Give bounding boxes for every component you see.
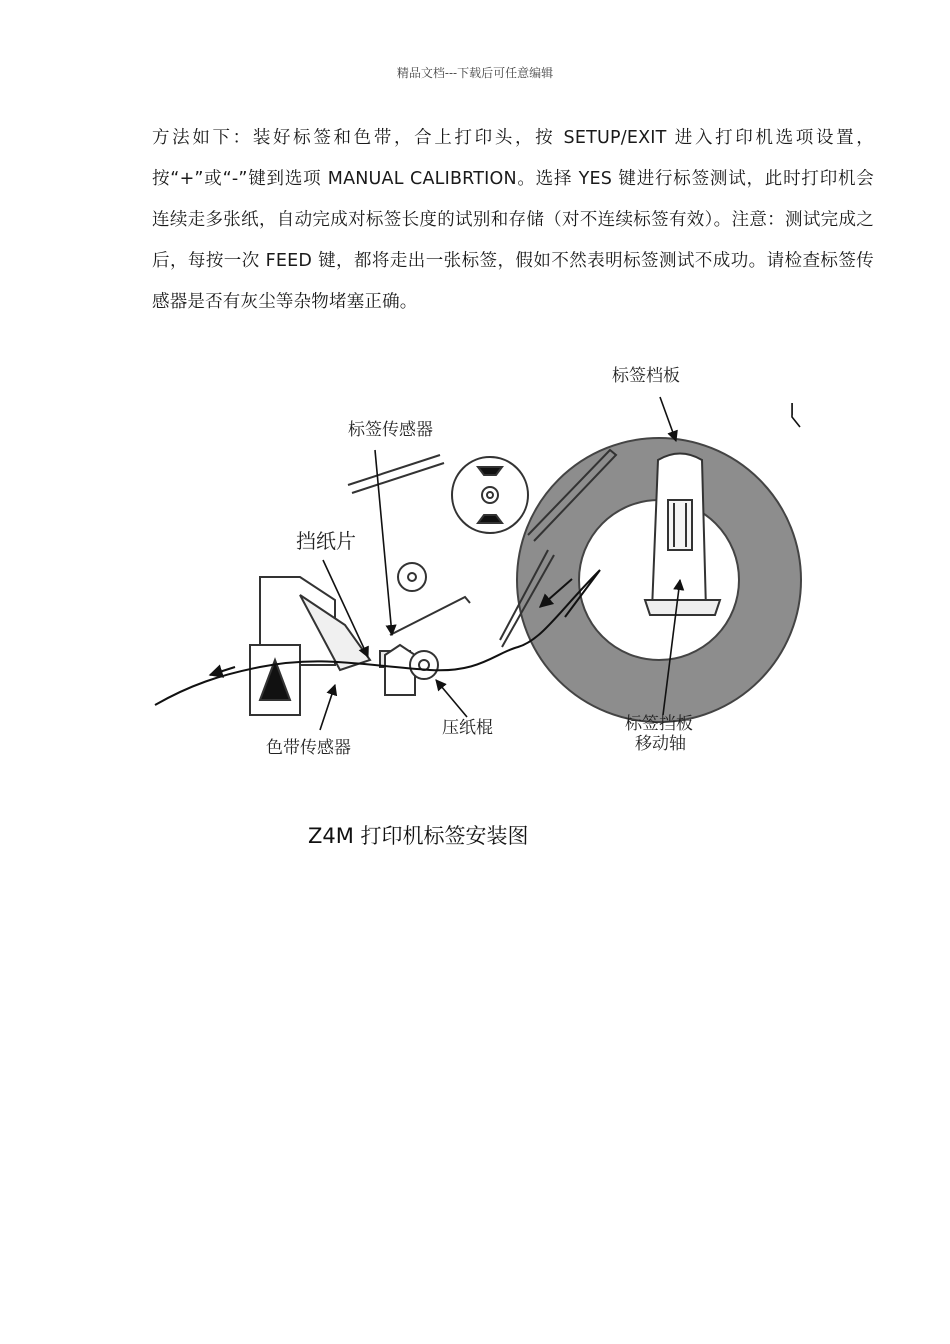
- instruction-text: [152, 118, 874, 323]
- page-header: 精品文档---下载后可任意编辑: [396, 66, 554, 80]
- label-guide-text: 标签档板: [612, 366, 680, 386]
- paper-stop-text: 挡纸片: [296, 529, 356, 553]
- printer-diagram-svg: [140, 355, 820, 775]
- figure-caption: Z4M 打印机标签安装图: [308, 824, 529, 848]
- print-mechanism: [250, 577, 438, 715]
- platen-roller-text: 压纸棍: [442, 718, 493, 738]
- corner-mark: l: [790, 400, 795, 419]
- instruction-paragraph: 方法如下：装好标签和色带，合上打印头，按 SETUP/EXIT 进入打印机选项设置，按“+”或“-”键到选项 MANUAL CALIBRTION。选择 YES 键进行标签测试，此时打印机会连续走多张纸，自动完成对标签长度的试别和存储（对不连续标签有效）。注意：测试完成之后，每按一次 FEED 键，都将走出一张标签，假如不然表明标签测试不成功。请检查标签传感器是否有灰尘等杂物堵塞正确。: [152, 128, 874, 312]
- head-knob: [398, 457, 528, 591]
- ribbon-sensor-text: 色带传感器: [266, 738, 351, 758]
- printer-diagram: [140, 355, 820, 775]
- guide-shaft-text-1: 标签挡板: [625, 714, 693, 734]
- label-sensor-text: 标签传感器: [348, 420, 433, 440]
- guide-shaft-text-2: 移动轴: [635, 734, 686, 754]
